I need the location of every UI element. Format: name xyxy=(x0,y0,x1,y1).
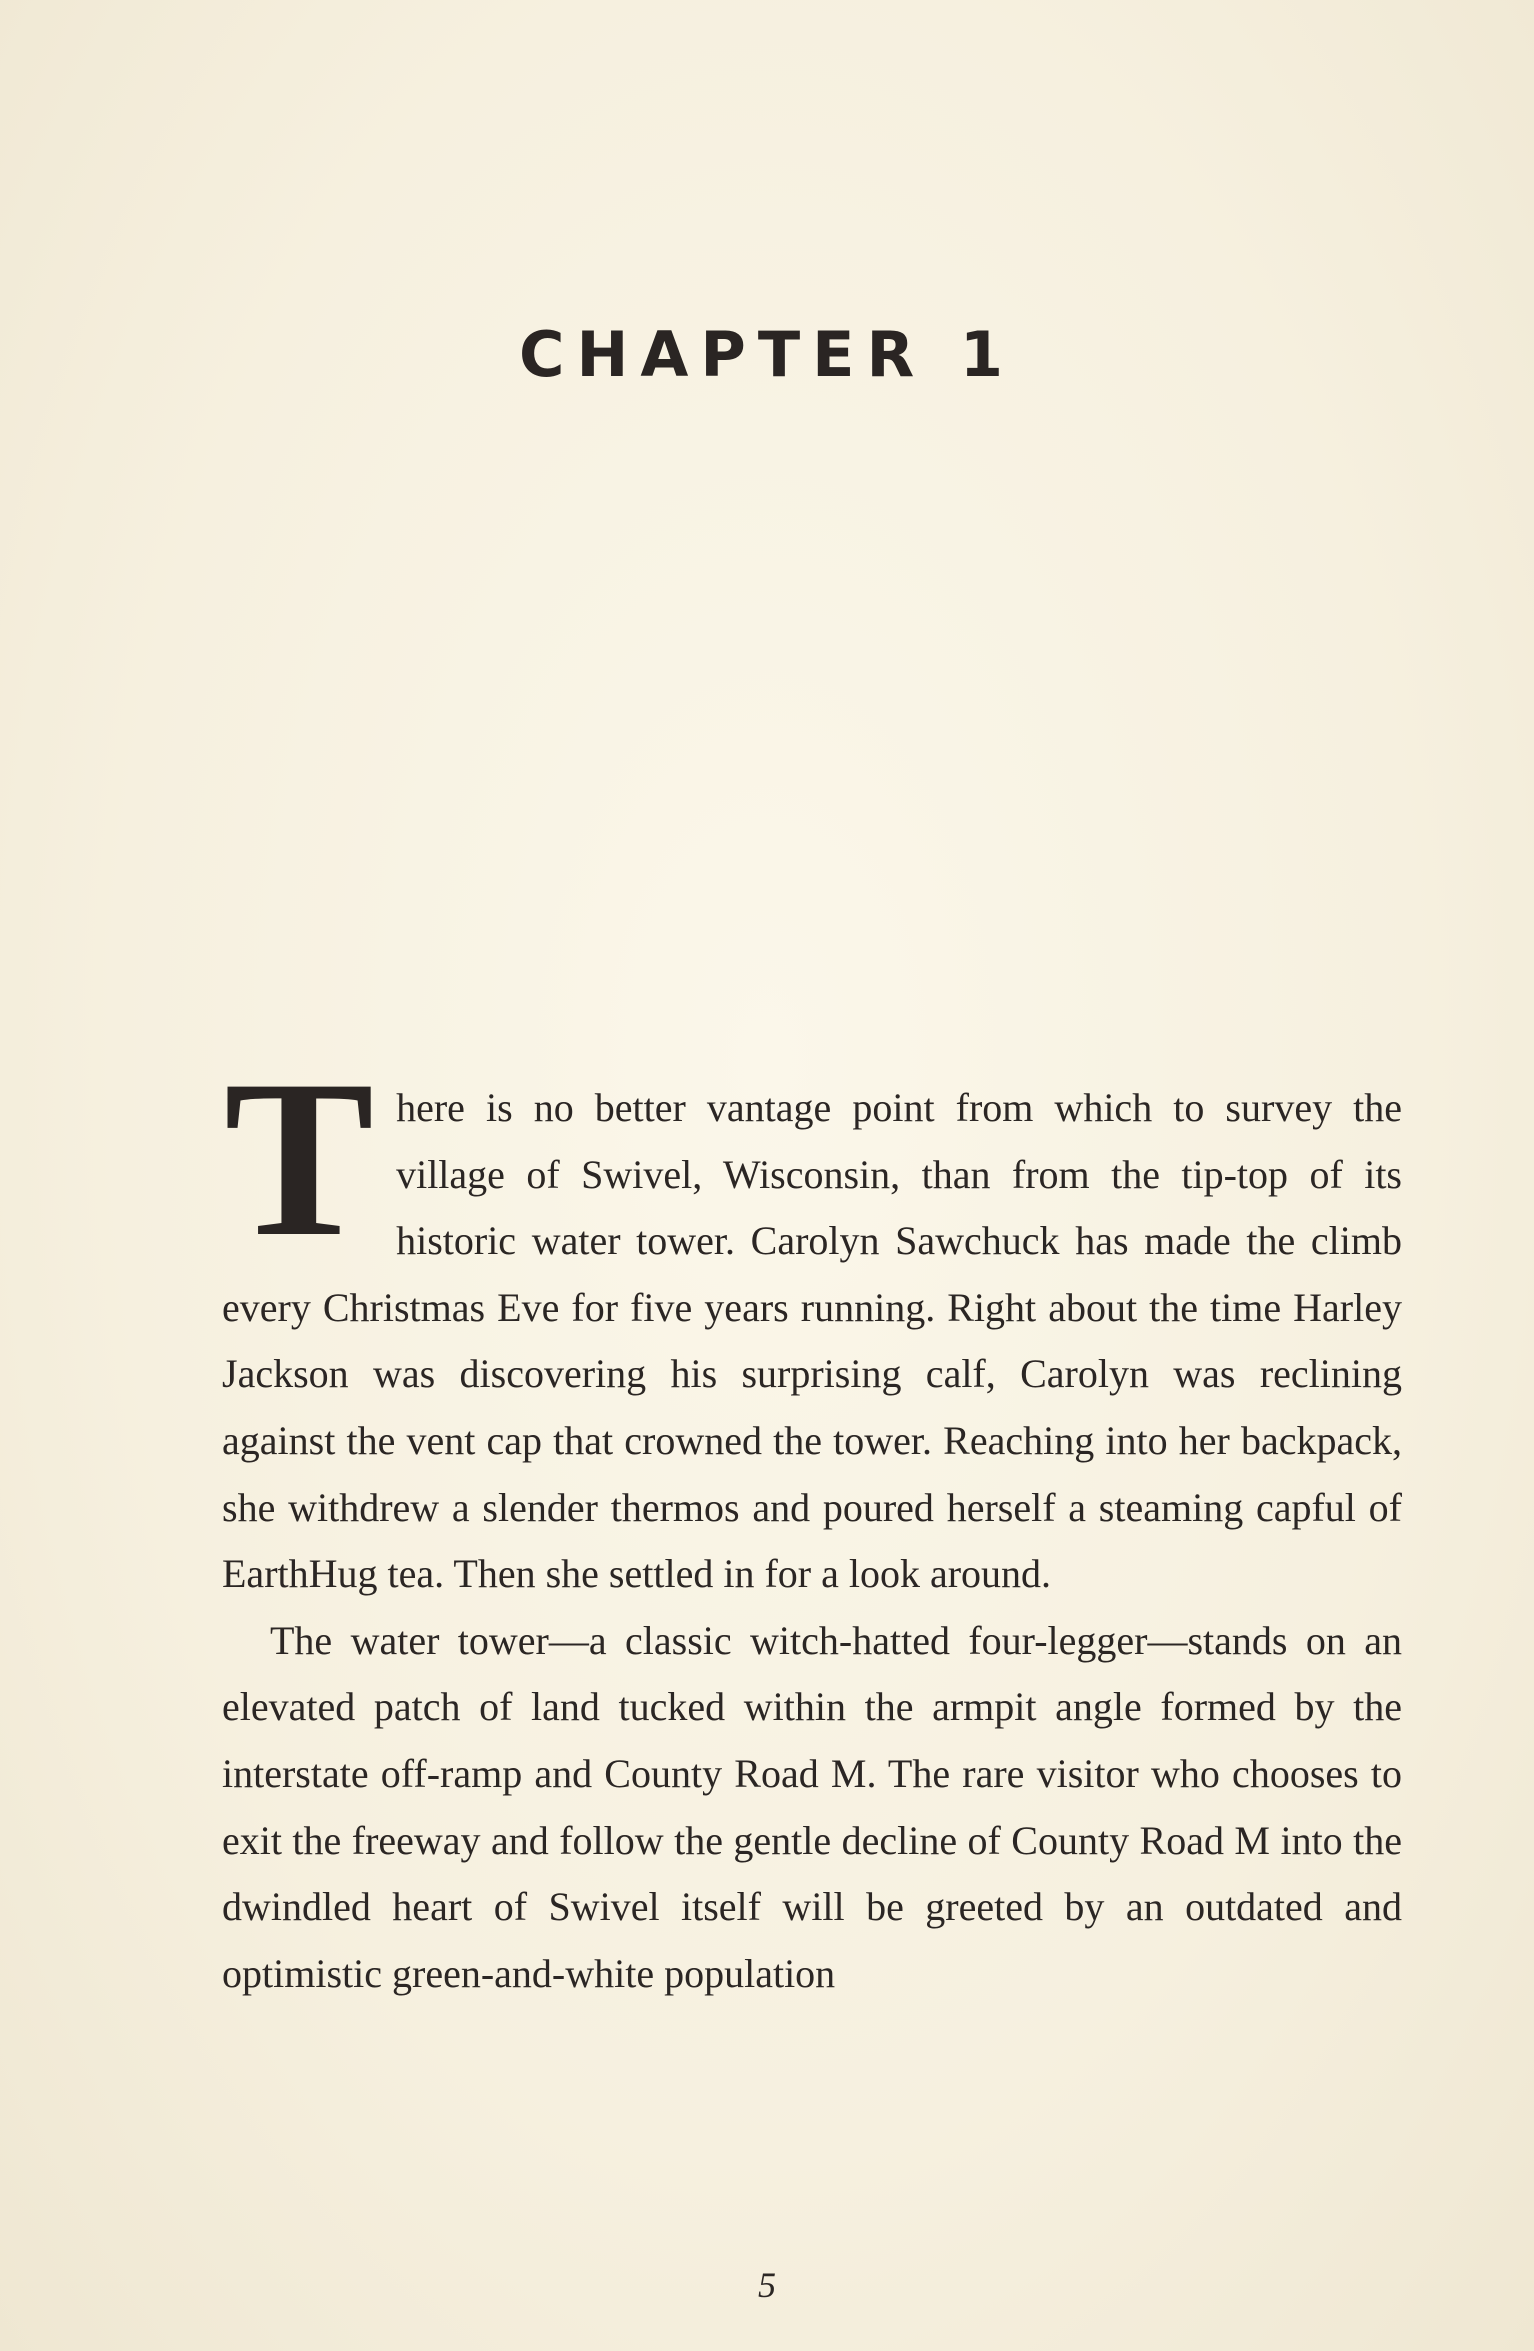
opening-paragraph xyxy=(222,1033,1402,1608)
page-number: 5 xyxy=(758,2265,776,2305)
chapter-body xyxy=(222,1033,1402,2007)
chapter-heading: CHAPTER 1 xyxy=(519,318,1015,391)
opening-paragraph-text: here is no better vantage point from which to survey the village of Swivel, Wisconsin, than from the tip-top of its historic water tower. Carolyn Sawchuck has made the climb every Christmas Eve for five years running. Right about the time Harley Jackson was discovering his surprising calf, Carolyn was reclining against the vent cap that crowned the tower. Reaching into her backpack, she withdrew a slender thermos and poured herself a steaming capful of EarthHug tea. Then she settled in for a look around. xyxy=(222,1085,1402,1597)
drop-cap: T xyxy=(224,1033,375,1283)
second-paragraph: The water tower—a classic witch-hatted four-legger—stands on an elevated patch of land tucked within the armpit angle formed by the interstate off-ramp and County Road M. The rare visitor who chooses to exit the freeway and follow the gentle decline of County Road M into the dwindled heart of Swivel itself will be greeted by an outdated and optimistic green-and-white population xyxy=(222,1617,1402,1996)
